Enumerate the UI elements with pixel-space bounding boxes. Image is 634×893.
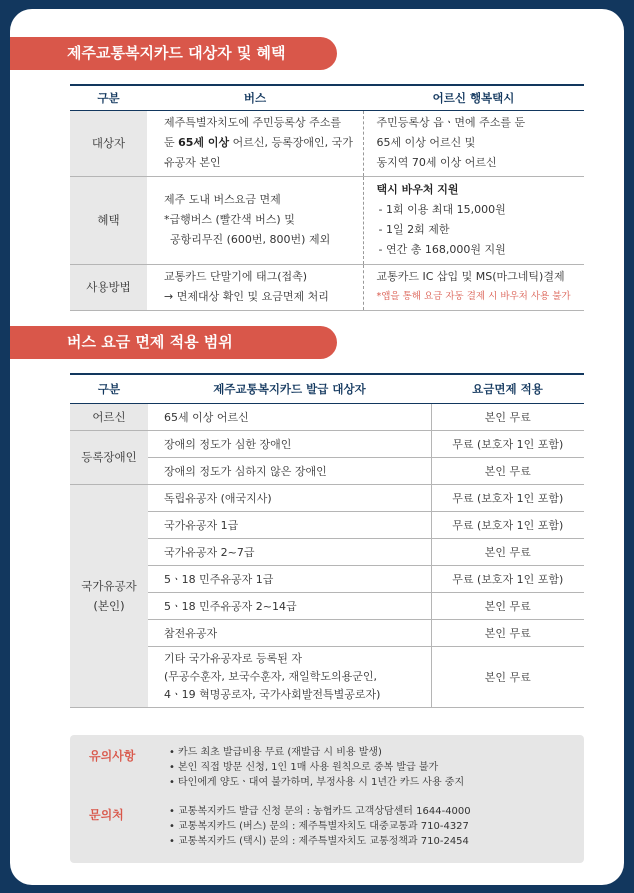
cell-line: - 연간 총 168,000원 지원 bbox=[378, 243, 506, 256]
cell-line: - 1일 2회 제한 bbox=[378, 223, 450, 236]
cell-line: (무공수훈자, 보국수훈자, 재일학도의용군인, bbox=[164, 669, 378, 683]
group-label-line: 국가유공자 bbox=[81, 578, 137, 593]
table-row bbox=[70, 430, 584, 457]
target-cell-multiline bbox=[148, 646, 431, 707]
bus-cell bbox=[147, 264, 363, 310]
apply-cell: 본인 무료 bbox=[431, 619, 584, 646]
row-label: 사용방법 bbox=[70, 264, 147, 310]
cell-line: 제주특별자치도에 주민등록상 주소를 bbox=[164, 116, 342, 129]
table-row bbox=[70, 484, 584, 511]
cell-line-mixed: 둔 65세 이상 어르신, 등록장애인, 국가 bbox=[164, 136, 353, 149]
section-title-benefits: 제주교통복지카드 대상자 및 혜택 bbox=[10, 37, 337, 70]
caution-list bbox=[169, 745, 464, 790]
table-row bbox=[70, 538, 584, 565]
table-header-row bbox=[70, 85, 584, 110]
table-row bbox=[70, 592, 584, 619]
cell-line: - 1회 이용 최대 15,000원 bbox=[378, 203, 506, 216]
apply-cell: 본인 무료 bbox=[431, 538, 584, 565]
cell-line: 4ㆍ19 혁명공로자, 국가사회발전특별공로자) bbox=[164, 687, 381, 701]
benefits-table bbox=[70, 84, 584, 311]
header-category: 구분 bbox=[70, 374, 148, 403]
target-cell: 65세 이상 어르신 bbox=[148, 403, 431, 430]
header-bus: 버스 bbox=[147, 85, 363, 110]
list-item: • 본인 직접 방문 신청, 1인 1매 사용 원칙으로 중복 발급 불가 bbox=[169, 760, 464, 775]
table-row bbox=[70, 511, 584, 538]
cell-line: 제주 도내 버스요금 면제 bbox=[164, 193, 281, 206]
bold-text: 65세 이상 bbox=[178, 136, 230, 149]
header-target: 제주교통복지카드 발급 대상자 bbox=[148, 374, 431, 403]
apply-cell: 본인 무료 bbox=[431, 403, 584, 430]
list-item: • 카드 최초 발급비용 무료 (재발급 시 비용 발생) bbox=[169, 745, 464, 760]
table-row bbox=[70, 646, 584, 707]
row-label: 혜택 bbox=[70, 176, 147, 264]
bus-cell bbox=[147, 110, 363, 176]
cell-line: 동지역 70세 이상 어르신 bbox=[376, 156, 497, 169]
taxi-warning-note: *앱을 통해 요금 자동 결제 시 바우처 사용 불가 bbox=[376, 291, 571, 302]
group-label-veteran bbox=[70, 484, 148, 707]
apply-cell: 무료 (보호자 1인 포함) bbox=[431, 484, 584, 511]
target-cell: 5ㆍ18 민주유공자 1급 bbox=[148, 565, 431, 592]
header-taxi: 어르신 행복택시 bbox=[363, 85, 584, 110]
cell-line: 기타 국가유공자로 등록된 자 bbox=[164, 651, 303, 665]
cell-line: 유공자 본인 bbox=[164, 156, 221, 169]
contact-label: 문의처 bbox=[89, 808, 124, 822]
apply-cell: 무료 (보호자 1인 포함) bbox=[431, 430, 584, 457]
notes-box bbox=[70, 735, 584, 863]
table-row bbox=[70, 457, 584, 484]
group-label-elderly: 어르신 bbox=[70, 403, 148, 430]
bus-cell bbox=[147, 176, 363, 264]
row-label: 대상자 bbox=[70, 110, 147, 176]
caution-label: 유의사항 bbox=[89, 749, 136, 763]
list-item: • 교통복지카드 발급 신청 문의 : 농협카드 고객상담센터 1644-4000 bbox=[169, 804, 471, 819]
table-row bbox=[70, 176, 584, 264]
group-label-disabled: 등록장애인 bbox=[70, 430, 148, 484]
target-cell: 참전유공자 bbox=[148, 619, 431, 646]
list-item: • 교통복지카드 (택시) 문의 : 제주특별자치도 교통정책과 710-2454 bbox=[169, 834, 471, 849]
cell-line: 교통카드 IC 삽입 및 MS(마그네틱)결제 bbox=[376, 270, 565, 283]
cell-line: 교통카드 단말기에 태그(접촉) bbox=[164, 270, 308, 283]
table-row bbox=[70, 403, 584, 430]
cell-line: 주민등록상 읍ㆍ면에 주소를 둔 bbox=[376, 116, 526, 129]
page-card bbox=[10, 9, 624, 885]
target-cell: 독립유공자 (애국지사) bbox=[148, 484, 431, 511]
exemption-table bbox=[70, 373, 584, 708]
taxi-voucher-title: 택시 바우처 지원 bbox=[376, 183, 459, 196]
list-item: • 타인에게 양도ㆍ대여 불가하며, 부정사용 시 1년간 카드 사용 중지 bbox=[169, 775, 464, 790]
taxi-cell bbox=[363, 264, 584, 310]
cell-line: *급행버스 (빨간색 버스) 및 bbox=[164, 213, 295, 226]
apply-cell: 무료 (보호자 1인 포함) bbox=[431, 511, 584, 538]
header-exemption: 요금면제 적용 bbox=[431, 374, 584, 403]
table-row bbox=[70, 565, 584, 592]
list-item: • 교통복지카드 (버스) 문의 : 제주특별자치도 대중교통과 710-4327 bbox=[169, 819, 471, 834]
apply-cell: 본인 무료 bbox=[431, 457, 584, 484]
contact-list bbox=[169, 804, 471, 849]
section-title-exemption: 버스 요금 면제 적용 범위 bbox=[10, 326, 337, 359]
taxi-cell bbox=[363, 110, 584, 176]
cell-line: 65세 이상 어르신 및 bbox=[376, 136, 476, 149]
group-label-line: (본인) bbox=[93, 598, 125, 613]
taxi-cell bbox=[363, 176, 584, 264]
table-row bbox=[70, 619, 584, 646]
apply-cell: 본인 무료 bbox=[431, 646, 584, 707]
table-row bbox=[70, 110, 584, 176]
cell-line: 공항리무진 (600번, 800번) 제외 bbox=[170, 233, 331, 246]
target-cell: 국가유공자 1급 bbox=[148, 511, 431, 538]
target-cell: 5ㆍ18 민주유공자 2~14급 bbox=[148, 592, 431, 619]
table-row bbox=[70, 264, 584, 310]
table-header-row bbox=[70, 374, 584, 403]
apply-cell: 본인 무료 bbox=[431, 592, 584, 619]
target-cell: 장애의 정도가 심하지 않은 장애인 bbox=[148, 457, 431, 484]
apply-cell: 무료 (보호자 1인 포함) bbox=[431, 565, 584, 592]
target-cell: 장애의 정도가 심한 장애인 bbox=[148, 430, 431, 457]
target-cell: 국가유공자 2~7급 bbox=[148, 538, 431, 565]
header-category: 구분 bbox=[70, 85, 147, 110]
cell-line: → 면제대상 확인 및 요금면제 처리 bbox=[164, 290, 329, 303]
